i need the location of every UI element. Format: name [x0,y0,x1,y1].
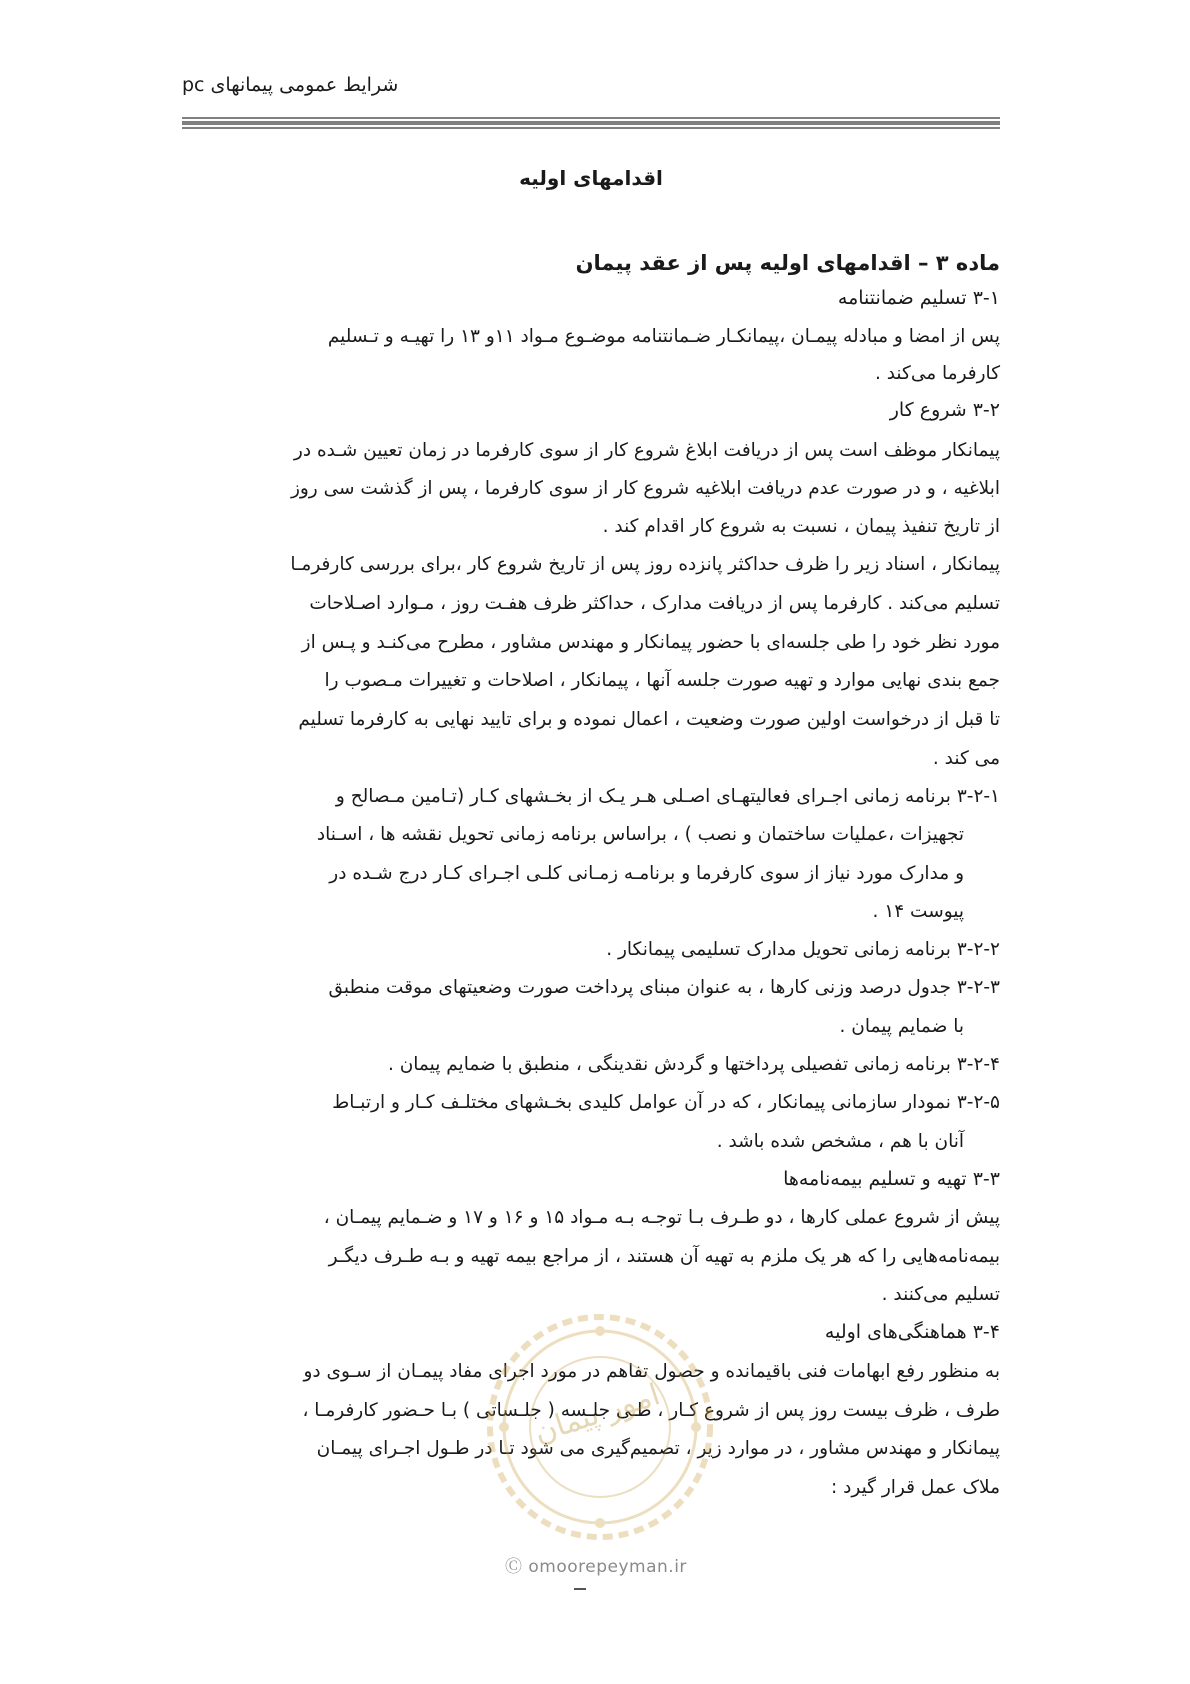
paragraph-line: تا قبل از درخواست اولین صورت وضعیت ، اعمال نموده و برای تایید نهایی به کارفرما تسلیم [298,709,1000,730]
list-item-3-2-4: ۳-۲-۴ برنامه زمانی تفصیلی پرداختها و گردش نقدینگی ، منطبق با ضمایم پیمان . [387,1054,1000,1075]
list-item-continuation: تجهیزات ،عملیات ساختمان و نصب ) ، براساس برنامه زمانی تحویل نقشه ها ، اسـناد [316,824,964,845]
paragraph-line: می کند . [932,748,1000,769]
paragraph-line: بیمه‌نامه‌هایی را که هر یک ملزم به تهیه آن هستند ، از مراجع بیمه تهیه و بـه طـرف دیگـر [328,1246,1000,1267]
list-item-continuation: و مدارک مورد نیاز از سوی کارفرما و برنامـه زمـانی کلـی اجـرای کـار درج شـده در [329,863,964,884]
paragraph-line: پیمانکار و مهندس مشاور ، در موارد زیر ، تصمیم‌گیری می شود تـا در طـول اجـرای پیمـان [316,1438,1000,1459]
at-icon: Ⓒ [505,1557,523,1577]
header-double-rule [182,117,1000,129]
paragraph-line: پیمانکار ، اسناد زیر را ظرف حداکثر پانزده روز پس از تاریخ شروع کار ،برای بررسی کارفرمـا [290,554,1000,575]
subsection-heading-3-2: ۳-۲ شروع کار [889,399,1000,421]
paragraph-line: به منظور رفع ابهامات فنی باقیمانده و حصول تفاهم در مورد اجرای مفاد پیمـان از سـوی دو [303,1361,1000,1382]
seal-watermark-icon [484,1311,716,1543]
list-item-3-2-5: ۳-۲-۵ نمودار سازمانی پیمانکار ، که در آن عوامل کلیدی بخـشهای مختلـف کـار و ارتبـاط [332,1092,1000,1113]
paragraph-line: از تاریخ تنفیذ پیمان ، نسبت به شروع کار اقدام کند . [602,516,1000,537]
page-footer-mark [574,1588,586,1590]
list-item-continuation: آنان با هم ، مشخص شده باشد . [716,1131,964,1152]
running-header-title: شرایط عمومی پیمانهای pc [182,74,399,96]
subsection-heading-3-3: ۳-۳ تهیه و تسلیم بیمه‌نامه‌ها [783,1168,1000,1190]
paragraph-line: مورد نظر خود را طی جلسه‌ای با حضور پیمانکار و مهندس مشاور ، مطرح می‌کنـد و پـس از [301,632,1000,653]
paragraph-line: ملاک عمل قرار گیرد : [831,1477,1000,1498]
watermark-url-text: omoorepeyman.ir [528,1557,687,1577]
article-heading: ماده ۳ – اقدامهای اولیه پس از عقد پیمان [575,251,1000,275]
list-item-continuation: با ضمایم پیمان . [839,1016,964,1037]
paragraph-line: تسلیم می‌کند . کارفرما پس از دریافت مدارک ، حداکثر ظرف هفـت روز ، مـوارد اصـلاحات [309,593,1000,614]
list-item-continuation: پیوست ۱۴ . [872,901,964,922]
section-title: اقدامهای اولیه [519,166,663,190]
paragraph-line: ابلاغیه ، و در صورت عدم دریافت ابلاغیه شروع کار از سوی کارفرما ، پس از گذشت سی روز [290,478,1000,499]
paragraph-line: پیمانکار موظف است پس از دریافت ابلاغ شروع کار از سوی کارفرما در زمان تعیین شـده در [293,440,1000,461]
subsection-heading-3-1: ۳-۱ تسلیم ضمانتنامه [837,287,1000,309]
paragraph-line: طرف ، ظرف بیست روز پس از شروع کـار ، طـی جلـسه ( جلـساتی ) بـا حـضور کارفرمـا ، [302,1400,1000,1421]
subsection-heading-3-4: ۳-۴ هماهنگی‌های اولیه [824,1321,1000,1343]
paragraph-line: پس از امضا و مبادله پیمـان ،پیمانکـار ضـمانتنامه موضـوع مـواد ۱۱و ۱۳ را تهیـه و تـسلیم [327,326,1000,347]
list-item-3-2-1: ۳-۲-۱ برنامه زمانی اجـرای فعالیتهـای اصـلی هـر یـک از بخـشهای کـار (تـامین مـصالح و [335,786,1000,807]
watermark-url [505,1552,687,1577]
list-item-3-2-3: ۳-۲-۳ جدول درصد وزنی کارها ، به عنوان مبنای پرداخت صورت وضعیتهای موقت منطبق [328,977,1000,998]
svg-text:امور پیمان: امور پیمان [529,1377,665,1451]
list-item-3-2-2: ۳-۲-۲ برنامه زمانی تحویل مدارک تسلیمی پیمانکار . [606,939,1000,960]
paragraph-line: جمع بندی نهایی موارد و تهیه صورت جلسه آنها ، پیمانکار ، اصلاحات و تغییرات مـصوب را [324,670,1000,691]
paragraph-line: تسلیم می‌کنند . [881,1284,1000,1305]
paragraph-line: کارفرما می‌کند . [874,363,1000,384]
paragraph-line: پیش از شروع عملی کارها ، دو طـرف بـا توجـه بـه مـواد ۱۵ و ۱۶ و ۱۷ و ضـمایم پیمـان ، [323,1207,1000,1228]
